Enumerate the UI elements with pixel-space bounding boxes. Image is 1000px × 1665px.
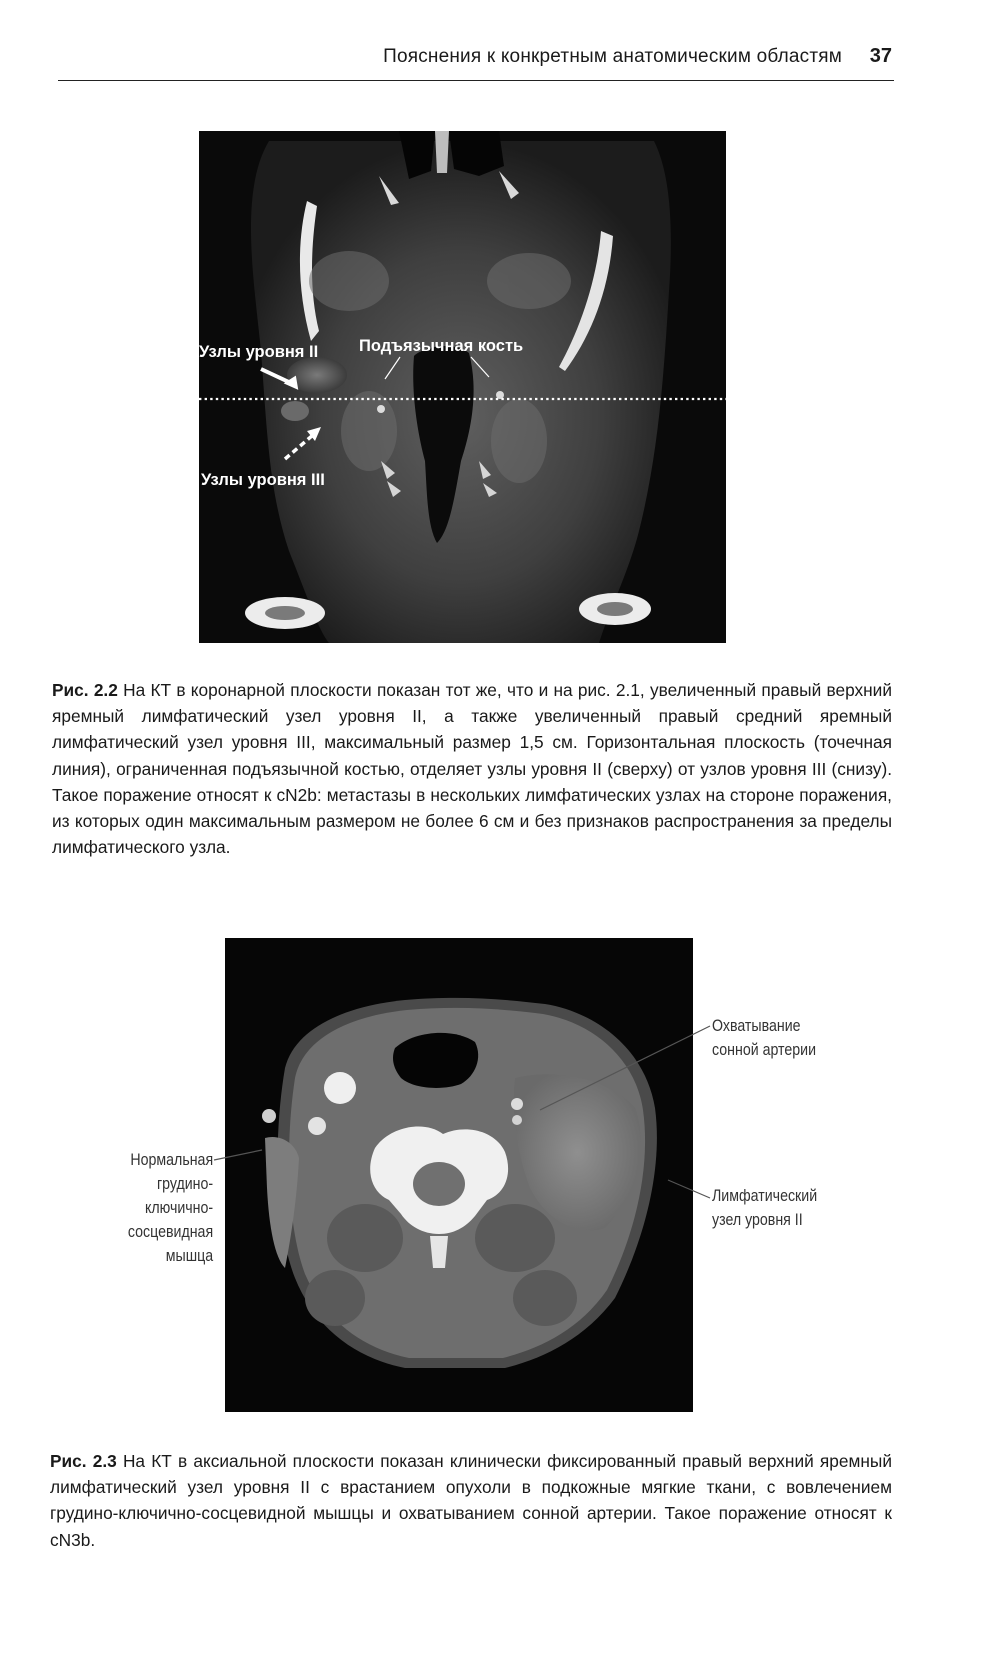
caption-text: На КТ в коронарной плоскости показан тот же, что и на рис. 2.1, увеличенный правый верхний яремный лимфатический узел уровня II, а также увеличенный правый средний яремный лимфатический узел уровня III, максимальный размер 1,5 см. Горизонтальная плоскость (точечная линия), ограниченная подъязычной костью, отделяет узлы уровня II (сверху) от узлов уровня III (снизу). Такое поражение относят к cN2b: метастазы в нескольких лимфатических узлах на стороне поражения, из которых один максимальным размером не более 6 см и без признаков распространения за пределы лимфатического узла. [52,680,892,858]
page-number: 37 [869,45,892,67]
callout-level2-node: Лимфатический узел уровня II [712,1187,818,1229]
scm-leader-line [214,1150,262,1160]
caption-label: Рис. 2.2 [52,680,118,700]
caption-label: Рис. 2.3 [50,1451,117,1471]
running-title: Пояснения к конкретным анатомическим областям [383,46,842,67]
node-leader-line [668,1180,710,1198]
callout-normal-scm: Нормальная грудино- ключично- сосцевидная мышца [127,1151,213,1265]
label-level3-nodes: Узлы уровня III [201,471,325,489]
callout-carotid-encasement: Охватывание сонной артерии [712,1017,817,1059]
caption-text: На КТ в аксиальной плоскости показан клинически фиксированный правый верхний яремный лимфатический узел уровня II с врастанием опухоли в подкожные мягкие ткани, с вовлечением грудино-ключично-сосцевидной мышцы и охватыванием сонной артерии. Такое поражение относят к cN3b. [50,1451,892,1550]
carotid-leader-line [540,1026,710,1110]
label-hyoid-bone: Подъязычная кость [359,337,524,355]
figure-2-3-caption [50,1448,892,1553]
label-level2-nodes: Узлы уровня II [199,343,319,361]
